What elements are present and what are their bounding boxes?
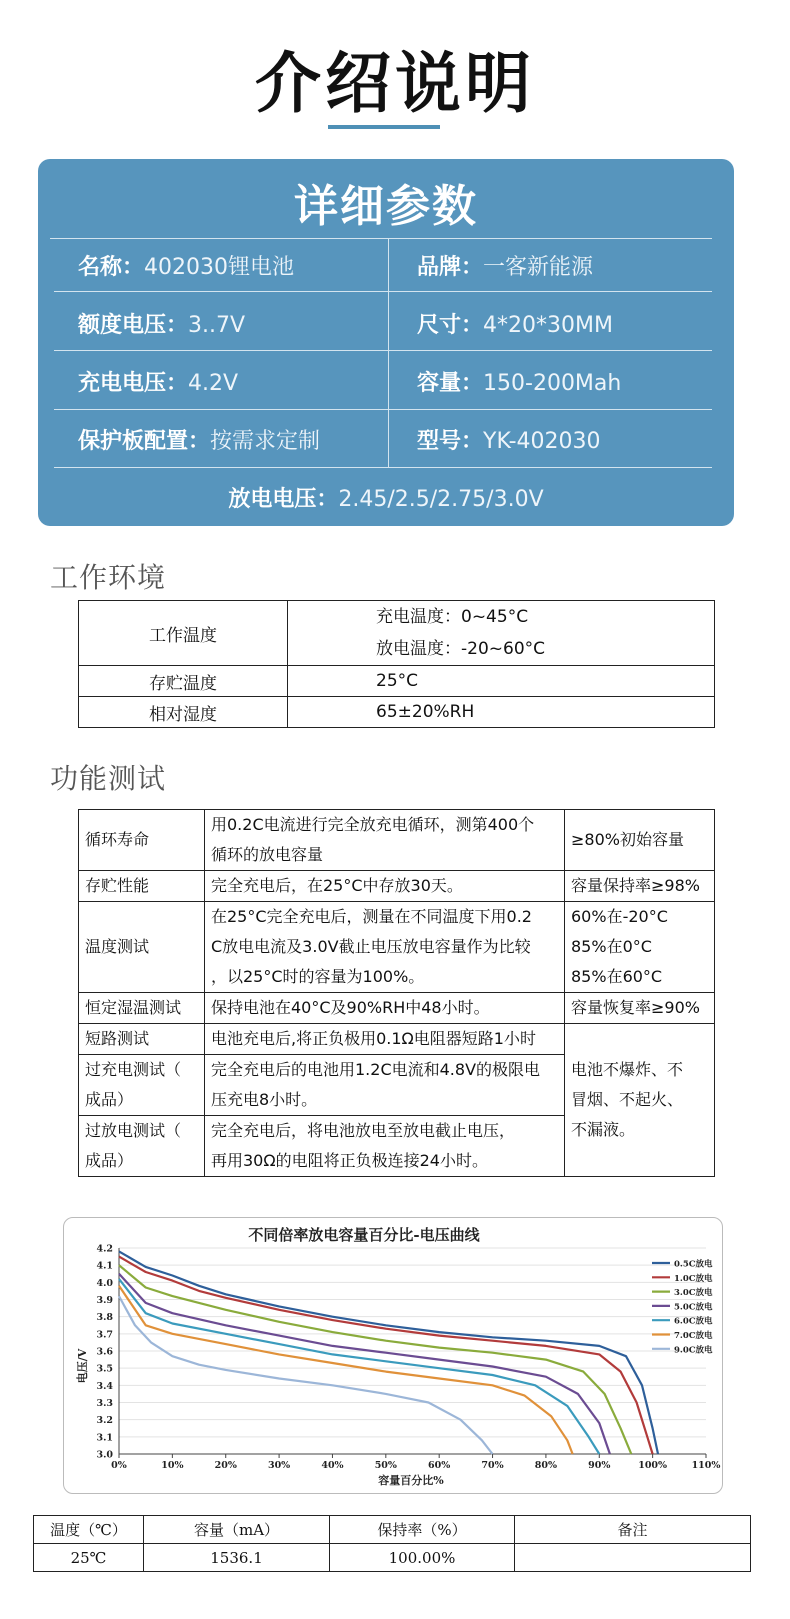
column-header: 备注 (515, 1516, 751, 1544)
env-value-line: 充电温度：0~45°C (376, 607, 529, 627)
y-tick-label: 4.1 (96, 1260, 113, 1272)
result-line: 电池不爆炸、不 (571, 1060, 684, 1079)
desc-line: 压充电8小时。 (211, 1090, 318, 1109)
discharge-chart (64, 1218, 722, 1493)
param-capacity: 容量：150-200Mah (417, 371, 622, 396)
capacity-table (33, 1515, 751, 1572)
test-name (79, 1055, 205, 1116)
test-name (79, 1116, 205, 1177)
x-tick-label: 110% (691, 1460, 721, 1471)
env-value-line: 放电温度：-20~60°C (376, 639, 546, 659)
y-tick-label: 3.7 (96, 1329, 113, 1341)
divider (54, 467, 712, 468)
y-tick-label: 3.4 (96, 1380, 113, 1392)
test-name: 循环寿命 (79, 810, 205, 871)
env-row-name: 存贮温度 (79, 666, 288, 697)
chart-xlabel: 容量百分比% (378, 1474, 444, 1487)
table-cell: 25℃ (34, 1544, 144, 1572)
x-tick-label: 50% (374, 1460, 397, 1471)
desc-line: 循环的放电容量 (211, 845, 324, 864)
env-row-name: 工作温度 (79, 601, 288, 666)
section-title-function-test: 功能测试 (50, 762, 167, 795)
page-title: 介绍说明 (255, 45, 535, 122)
discharge-chart-frame (63, 1217, 723, 1494)
test-desc: 电池充电后,将正负极用0.1Ω电阻器短路1小时 (205, 1024, 565, 1055)
divider (50, 238, 712, 239)
test-name: 存贮性能 (79, 871, 205, 902)
name-line: 过充电测试（ (85, 1060, 182, 1079)
legend-label: 1.0C放电 (674, 1273, 713, 1284)
x-tick-label: 60% (428, 1460, 451, 1471)
table-cell: 100.00% (330, 1544, 515, 1572)
x-tick-label: 0% (111, 1460, 127, 1471)
table-row (79, 810, 715, 871)
table-row (79, 871, 715, 902)
result-line: 不漏液。 (571, 1120, 636, 1139)
legend-label: 9.0C放电 (674, 1345, 713, 1356)
test-result: 容量恢复率≥90% (565, 993, 715, 1024)
column-header: 保持率（%） (330, 1516, 515, 1544)
y-tick-label: 3.9 (96, 1295, 113, 1306)
test-result: ≥80%初始容量 (565, 810, 715, 871)
name-line: 成品） (85, 1090, 134, 1109)
y-tick-label: 3.8 (96, 1312, 113, 1324)
x-tick-label: 70% (481, 1460, 504, 1471)
desc-line: 再用30Ω的电阻将正负极连接24小时。 (211, 1151, 488, 1170)
section-title-environment: 工作环境 (50, 561, 167, 594)
chart-ylabel: 电压/V (76, 1348, 89, 1384)
table-header-row (34, 1516, 751, 1544)
table-row (79, 902, 715, 993)
divider (54, 409, 712, 410)
param-discharge-voltage: 放电电压：2.45/2.5/2.75/3.0V (228, 487, 544, 512)
desc-line: 完全充电后的电池用1.2C电流和4.8V的极限电 (211, 1060, 541, 1079)
desc-line: 在25°C完全充电后，测量在不同温度下用0.2 (211, 907, 532, 926)
x-tick-label: 100% (638, 1460, 668, 1471)
x-tick-label: 90% (588, 1460, 611, 1471)
column-header: 容量（mA） (144, 1516, 330, 1544)
env-row-value: 25°C (288, 666, 715, 697)
test-desc (205, 902, 565, 993)
test-desc (205, 1116, 565, 1177)
x-tick-label: 20% (214, 1460, 237, 1471)
table-cell: 1536.1 (144, 1544, 330, 1572)
desc-line: ，以25°C时的容量为100%。 (211, 967, 425, 986)
env-row-value: 65±20%RH (288, 697, 715, 728)
y-tick-label: 4.0 (96, 1277, 113, 1289)
env-row-name: 相对湿度 (79, 697, 288, 728)
param-model: 型号：YK-402030 (417, 429, 601, 454)
y-tick-label: 3.3 (96, 1398, 113, 1409)
param-rated-voltage: 额度电压：3..7V (78, 313, 246, 338)
x-tick-label: 30% (267, 1460, 291, 1471)
x-tick-label: 80% (534, 1460, 558, 1471)
test-desc: 保持电池在40°C及90%RH中48小时。 (205, 993, 565, 1024)
test-desc (205, 1055, 565, 1116)
param-name: 名称：402030锂电池 (78, 255, 294, 280)
result-line: 冒烟、不起火、 (571, 1090, 684, 1109)
divider (54, 291, 712, 292)
divider (54, 350, 712, 351)
function-test-table (78, 809, 715, 1177)
param-size: 尺寸：4*20*30MM (417, 313, 613, 338)
table-row (79, 601, 715, 666)
name-line: 过放电测试（ (85, 1121, 182, 1140)
title-divider (328, 125, 440, 129)
desc-line: 完全充电后，将电池放电至放电截止电压， (211, 1121, 516, 1140)
y-tick-label: 3.1 (96, 1432, 113, 1444)
test-result (565, 902, 715, 993)
name-line: 成品） (85, 1151, 134, 1170)
param-brand: 品牌：一客新能源 (417, 255, 594, 280)
env-row-value (288, 601, 715, 666)
y-tick-label: 4.2 (96, 1243, 113, 1255)
x-tick-label: 10% (161, 1460, 184, 1471)
divider (388, 238, 389, 467)
table-row (79, 993, 715, 1024)
result-line: 85%在0°C (571, 937, 652, 956)
legend-label: 5.0C放电 (674, 1302, 713, 1313)
table-row (79, 666, 715, 697)
test-name: 温度测试 (79, 902, 205, 993)
result-line: 60%在-20°C (571, 907, 668, 926)
y-tick-label: 3.0 (96, 1449, 113, 1461)
param-protection-board: 保护板配置：按需求定制 (78, 429, 321, 454)
table-row (34, 1544, 751, 1572)
y-tick-label: 3.6 (96, 1346, 113, 1358)
test-desc: 完全充电后，在25°C中存放30天。 (205, 871, 565, 902)
table-row (79, 1024, 715, 1055)
result-line: 85%在60°C (571, 967, 663, 986)
merged-result (565, 1024, 715, 1177)
x-tick-label: 40% (321, 1460, 344, 1471)
param-charge-voltage: 充电电压：4.2V (78, 371, 239, 396)
test-desc (205, 810, 565, 871)
legend-label: 7.0C放电 (674, 1331, 713, 1341)
table-row (79, 697, 715, 728)
legend-label: 3.0C放电 (674, 1288, 713, 1299)
test-name: 短路测试 (79, 1024, 205, 1055)
y-tick-label: 3.2 (96, 1415, 113, 1427)
desc-line: C放电电流及3.0V截止电压放电容量作为比较 (211, 937, 531, 956)
environment-table (78, 600, 715, 728)
params-heading: 详细参数 (294, 181, 478, 232)
chart-title: 不同倍率放电容量百分比-电压曲线 (248, 1226, 480, 1244)
table-cell (515, 1544, 751, 1572)
desc-line: 用0.2C电流进行完全放充电循环，测第400个 (211, 815, 535, 834)
series-line (119, 1296, 493, 1454)
column-header: 温度（℃） (34, 1516, 144, 1544)
y-tick-label: 3.5 (96, 1363, 113, 1375)
legend-label: 6.0C放电 (674, 1316, 713, 1327)
test-result: 容量保持率≥98% (565, 871, 715, 902)
legend-label: 0.5C放电 (674, 1259, 713, 1270)
test-name: 恒定湿温测试 (79, 993, 205, 1024)
